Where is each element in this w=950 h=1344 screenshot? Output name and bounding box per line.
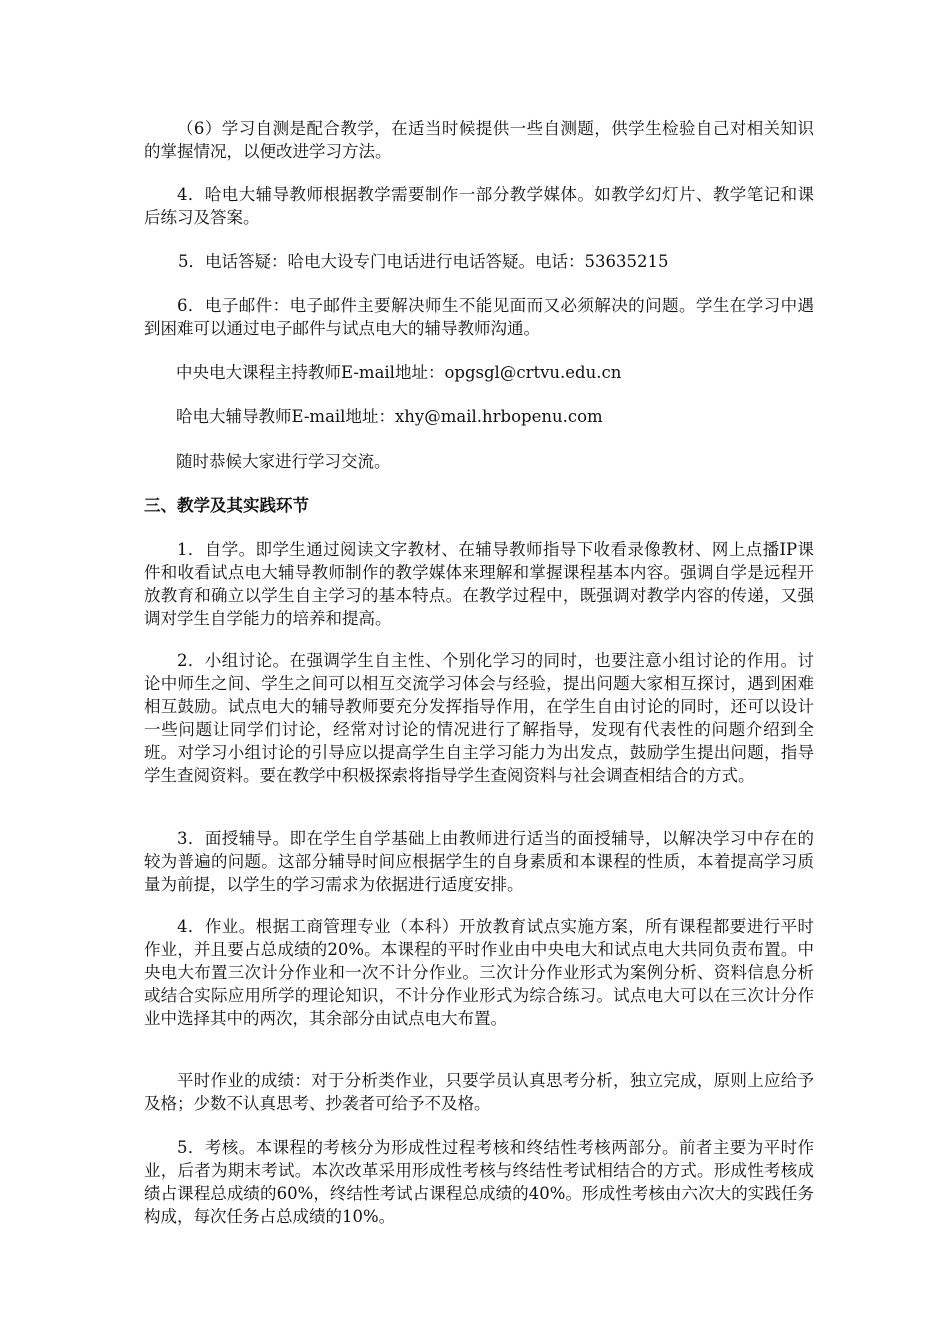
section-heading: 三、教学及其实践环节 <box>144 496 309 515</box>
email-harbin-line: 哈电大辅导教师E-mail地址：xhy@mail.hrbopenu.com <box>176 407 603 426</box>
paragraph-teaching-media: 4．哈电大辅导教师根据教学需要制作一部分教学媒体。如教学幻灯片、教学笔记和课后练习及答案。 <box>144 185 814 227</box>
paragraph-face-tutoring: 3．面授辅导。即在学生自学基础上由教师进行适当的面授辅导，以解决学习中存在的较为普遍的问题。这部分辅导时间应根据学生的自身素质和本课程的性质，本着提高学习质量为前提，以学生的学习需求为依据进行适度安排。 <box>144 829 814 894</box>
paragraph-self-test: （6）学习自测是配合教学，在适当时候提供一些自测题，供学生检验自己对相关知识的掌握情况，以便改进学习方法。 <box>144 119 814 161</box>
paragraph-group-discussion: 2．小组讨论。在强调学生自主性、个别化学习的同时，也要注意小组讨论的作用。讨论中师生之间、学生之间可以相互交流学习体会与经验，提出问题大家相互探讨，遇到困难相互鼓励。试点电大的辅导教师要充分发挥指导作用，在学生自由讨论的同时，还可以设计一些问题让同学们讨论，经常对讨论的情况进行了解指导，发现有代表性的问题介绍到全班。对学习小组讨论的引导应以提高学生自主学习能力为出发点，鼓励学生提出问题，指导学生查阅资料。要在教学中积极探索将指导学生查阅资料与社会调查相结合的方式。 <box>144 651 814 785</box>
paragraph-self-study: 1．自学。即学生通过阅读文字教材、在辅导教师指导下收看录像教材、网上点播IP课件和收看试点电大辅导教师制作的教学媒体来理解和掌握课程基本内容。强调自学是远程开放教育和确立以学生自主学习的基本特点。在教学过程中，既强调对教学内容的传递，又强调对学生自学能力的培养和提高。 <box>144 540 814 628</box>
paragraph-assessment: 5．考核。本课程的考核分为形成性过程考核和终结性考核两部分。前者主要为平时作业，后者为期末考试。本次改革采用形成性考核与终结性考试相结合的方式。形成性考核成绩占课程总成绩的60%，终结性考试占课程总成绩的40%。形成性考核由六次大的实践任务构成，每次任务占总成绩的10%。 <box>144 1138 814 1226</box>
email-central-line: 中央电大课程主持教师E-mail地址：opgsgl@crtvu.edu.cn <box>176 363 622 382</box>
paragraph-homework: 4．作业。根据工商管理专业（本科）开放教育试点实施方案，所有课程都要进行平时作业，并且要占总成绩的20%。本课程的平时作业由中央电大和试点电大共同负责布置。中央电大布置三次计分作业和一次不计分作业。三次计分作业形式为案例分析、资料信息分析或结合实际应用所学的理论知识，不计分作业形式为综合练习。试点电大可以在三次计分作业中选择其中的两次，其余部分由试点电大布置。 <box>144 917 814 1028</box>
paragraph-email: 6．电子邮件：电子邮件主要解决师生不能见面而又必须解决的问题。学生在学习中遇到困难可以通过电子邮件与试点电大的辅导教师沟通。 <box>144 296 814 338</box>
welcome-line: 随时恭候大家进行学习交流。 <box>176 452 391 471</box>
paragraph-phone-qa: 5．电话答疑：哈电大设专门电话进行电话答疑。电话：53635215 <box>178 252 669 271</box>
paragraph-homework-grading: 平时作业的成绩：对于分析类作业，只要学员认真思考分析，独立完成，原则上应给予及格；少数不认真思考、抄袭者可给予不及格。 <box>144 1071 814 1113</box>
